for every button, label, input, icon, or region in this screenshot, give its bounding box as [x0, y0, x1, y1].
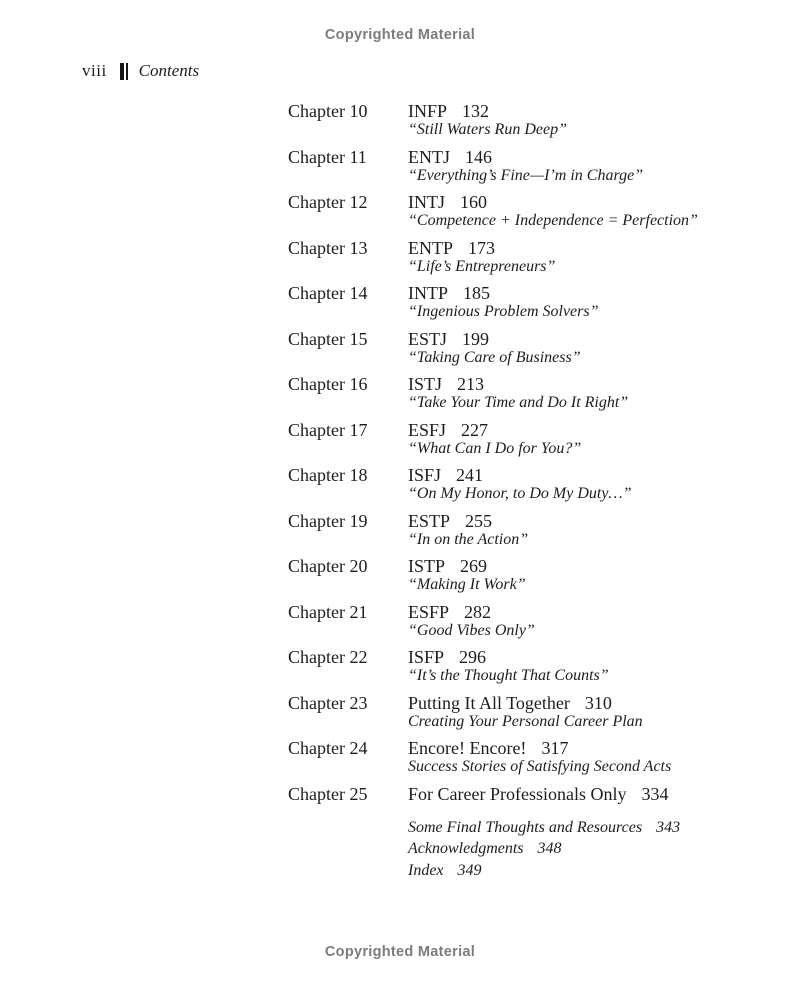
- chapter-subtitle: “Good Vibes Only”: [408, 621, 535, 639]
- chapter-page-number: 282: [464, 601, 492, 622]
- toc-chapter-entry: [288, 556, 768, 595]
- chapter-entry-body: [408, 738, 768, 777]
- toc-chapter-entry: [288, 329, 768, 368]
- double-bar-divider-icon: [120, 63, 128, 80]
- chapter-label: Chapter 17: [288, 419, 368, 440]
- chapter-subtitle: “Everything’s Fine—I’m in Charge”: [408, 166, 644, 184]
- chapter-subtitle: “In on the Action”: [408, 530, 529, 548]
- chapter-entry-body: [408, 784, 768, 804]
- chapter-title-line: [408, 465, 768, 485]
- chapter-subtitle: “Still Waters Run Deep”: [408, 121, 567, 138]
- toc-chapter-entry: [288, 192, 768, 231]
- chapter-entry-body: [408, 374, 768, 413]
- chapter-page-number: 296: [459, 647, 487, 667]
- chapter-page-number: 241: [456, 465, 484, 485]
- chapter-label: Chapter 20: [288, 556, 368, 576]
- chapter-title: ESFJ: [408, 419, 447, 440]
- chapter-subtitle: “It’s the Thought That Counts”: [408, 667, 609, 684]
- chapter-subtitle: “Take Your Time and Do It Right”: [408, 394, 629, 411]
- chapter-page-number: 227: [461, 419, 489, 440]
- chapter-subtitle: “Competence + Independence = Perfection”: [408, 212, 698, 229]
- toc-chapter-entry: [288, 738, 768, 777]
- chapter-title-line: [408, 511, 768, 531]
- toc-chapter-entry: [288, 238, 768, 277]
- chapter-label: Chapter 16: [288, 374, 368, 394]
- chapter-label: Chapter 24: [288, 738, 368, 758]
- chapter-title-line: [408, 147, 768, 167]
- chapter-title: Encore! Encore!: [408, 738, 527, 758]
- back-matter-page-number: 348: [537, 840, 562, 857]
- chapter-label: Chapter 13: [288, 237, 368, 258]
- toc-chapter-entry: [288, 465, 768, 504]
- chapter-title-line: [408, 101, 768, 121]
- chapter-entry-body: [408, 465, 768, 504]
- back-matter-page-number: 343: [656, 818, 681, 836]
- chapter-label: Chapter 22: [288, 647, 368, 667]
- chapter-page-number: 160: [460, 192, 487, 212]
- chapter-subtitle: “Taking Care of Business”: [408, 348, 581, 366]
- running-head: [82, 61, 199, 81]
- chapter-label: Chapter 21: [288, 601, 368, 622]
- chapter-title-line: [408, 374, 768, 394]
- chapter-label: Chapter 10: [288, 101, 368, 121]
- chapter-entry-body: [408, 192, 768, 231]
- toc-list: [288, 101, 768, 804]
- chapter-label: Chapter 12: [288, 192, 368, 212]
- toc-chapter-entry: [288, 511, 768, 550]
- chapter-title-line: [408, 283, 768, 303]
- chapter-entry-body: [408, 238, 768, 277]
- back-matter-title: Some Final Thoughts and Resources: [408, 818, 643, 836]
- chapter-subtitle: “Making It Work”: [408, 576, 526, 593]
- chapter-title-line: [408, 647, 768, 667]
- toc-chapter-entry: [288, 602, 768, 641]
- chapter-entry-body: [408, 147, 768, 186]
- chapter-subtitle: “On My Honor, to Do My Duty…”: [408, 485, 632, 502]
- chapter-title: ENTP: [408, 237, 453, 258]
- chapter-entry-body: [408, 511, 768, 550]
- toc-chapter-entry: [288, 283, 768, 322]
- running-head-section-title: Contents: [138, 61, 200, 80]
- chapter-title-line: [408, 420, 768, 440]
- toc-chapter-entry: [288, 647, 768, 686]
- chapter-title: ENTJ: [408, 146, 450, 167]
- chapter-page-number: 255: [465, 510, 493, 531]
- chapter-subtitle: “Ingenious Problem Solvers”: [408, 303, 599, 320]
- chapter-title: ISFP: [408, 647, 445, 667]
- chapter-page-number: 269: [460, 556, 488, 576]
- chapter-title: ISTJ: [408, 374, 443, 394]
- chapter-label: Chapter 25: [288, 783, 368, 804]
- chapter-page-number: 199: [462, 328, 490, 349]
- copyright-notice-bottom: Copyrighted Material: [324, 944, 476, 960]
- chapter-title-line: [408, 784, 768, 804]
- folio-page-number: viii: [82, 61, 107, 80]
- chapter-title: ESTJ: [408, 328, 448, 349]
- chapter-label: Chapter 19: [288, 510, 368, 531]
- chapter-subtitle: “What Can I Do for You?”: [408, 439, 582, 457]
- chapter-title: INTJ: [408, 192, 445, 212]
- toc-chapter-entry: [288, 147, 768, 186]
- chapter-page-number: 317: [541, 738, 569, 758]
- chapter-title-line: [408, 238, 768, 258]
- chapter-title: For Career Professionals Only: [408, 783, 627, 804]
- copyright-notice-top: Copyrighted Material: [324, 27, 476, 43]
- chapter-entry-body: [408, 283, 768, 322]
- chapter-title-line: [408, 192, 768, 212]
- toc-chapter-entry: [288, 420, 768, 459]
- chapter-page-number: 146: [465, 146, 492, 167]
- back-matter-list: [408, 817, 768, 882]
- chapter-page-number: 173: [468, 237, 495, 258]
- chapter-label: Chapter 11: [288, 146, 367, 167]
- back-matter-entry: [408, 860, 768, 882]
- back-matter-entry: [408, 817, 768, 839]
- chapter-title-line: [408, 738, 768, 758]
- chapter-title: Putting It All Together: [408, 692, 570, 713]
- chapter-title: INFP: [408, 101, 448, 121]
- back-matter-title: Acknowledgments: [408, 840, 524, 857]
- table-of-contents: [288, 101, 768, 881]
- chapter-page-number: 132: [462, 101, 490, 121]
- chapter-page-number: 310: [584, 692, 612, 713]
- chapter-subtitle: “Life’s Entrepreneurs”: [408, 257, 556, 275]
- chapter-entry-body: [408, 420, 768, 459]
- chapter-title: ISTP: [408, 556, 446, 576]
- back-matter-title: Index: [408, 861, 444, 879]
- chapter-title-line: [408, 556, 768, 576]
- chapter-subtitle: Success Stories of Satisfying Second Acts: [408, 758, 672, 775]
- back-matter-page-number: 349: [457, 861, 482, 879]
- toc-chapter-entry: [288, 374, 768, 413]
- toc-chapter-entry: [288, 101, 768, 140]
- chapter-entry-body: [408, 693, 768, 732]
- back-matter-entry: [408, 838, 768, 860]
- chapter-title: ESFP: [408, 601, 450, 622]
- chapter-label: Chapter 14: [288, 283, 368, 303]
- toc-chapter-entry: [288, 784, 768, 804]
- chapter-label: Chapter 18: [288, 465, 368, 485]
- chapter-subtitle: Creating Your Personal Career Plan: [408, 712, 643, 730]
- chapter-title: INTP: [408, 283, 448, 303]
- chapter-title-line: [408, 329, 768, 349]
- toc-chapter-entry: [288, 693, 768, 732]
- chapter-title-line: [408, 602, 768, 622]
- chapter-entry-body: [408, 329, 768, 368]
- chapter-entry-body: [408, 602, 768, 641]
- chapter-label: Chapter 23: [288, 692, 368, 713]
- chapter-title-line: [408, 693, 768, 713]
- chapter-entry-body: [408, 647, 768, 686]
- chapter-page-number: 334: [641, 783, 669, 804]
- chapter-label: Chapter 15: [288, 328, 368, 349]
- chapter-entry-body: [408, 101, 768, 140]
- chapter-entry-body: [408, 556, 768, 595]
- chapter-title: ESTP: [408, 510, 451, 531]
- chapter-page-number: 213: [457, 374, 485, 394]
- chapter-title: ISFJ: [408, 465, 442, 485]
- chapter-page-number: 185: [463, 283, 490, 303]
